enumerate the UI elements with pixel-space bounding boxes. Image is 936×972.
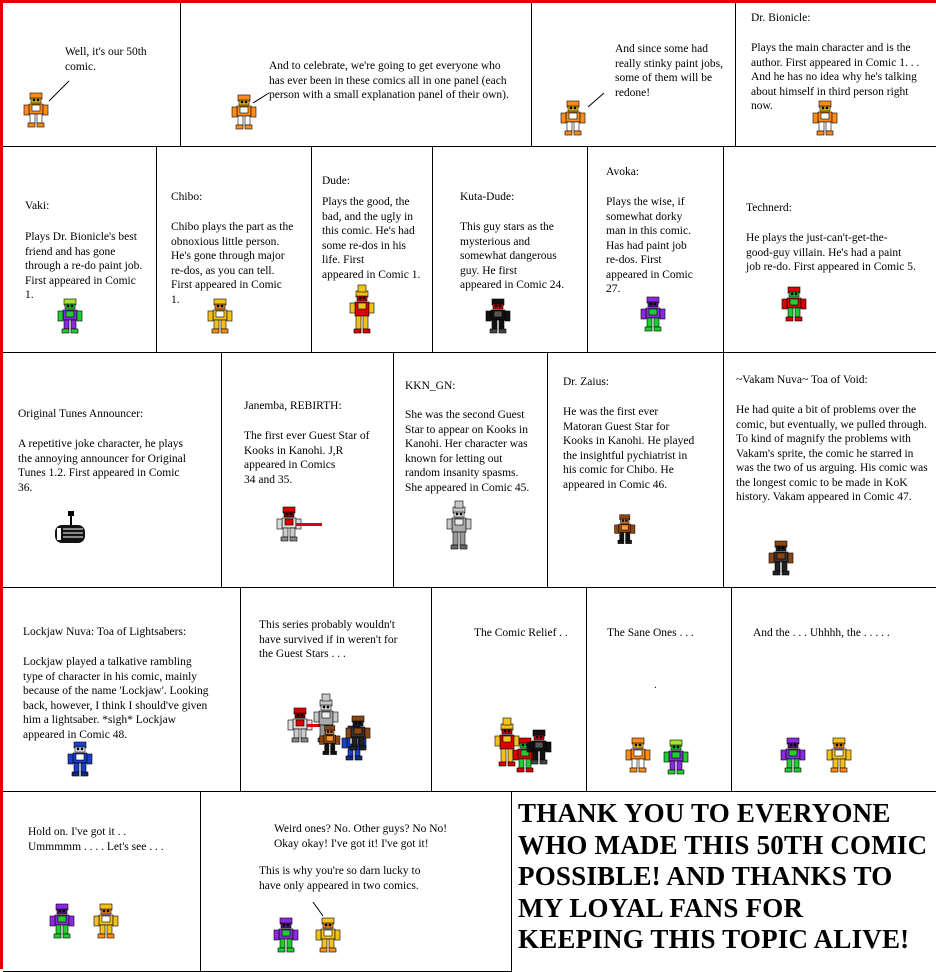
panel-thanks	[512, 792, 936, 972]
chibo-sprite	[824, 736, 854, 776]
character-name: Technerd:	[746, 202, 792, 214]
character-name: Avoka:	[606, 166, 640, 178]
character-bio: He had quite a bit of problems over the comic, but eventually, we pulled through. To kind of magnify the problems with Vakam's sprite, the comic he starred in was the two of us arguing. His comic was the longest comic to be made in KoK history. Vakam appeared in Comic 47.	[736, 404, 928, 503]
character-name: Dude:	[322, 175, 351, 187]
panel-vakam	[724, 353, 936, 588]
character-name: KKN_GN:	[405, 380, 456, 392]
panel-dr-bionicle	[736, 3, 936, 147]
avoka-sprite	[638, 295, 668, 335]
character-bio: She was the second Guest Star to appear on Kooks in Kanohi. Her character was known for letting out random insanity spasms. She appeared in Comic 45.	[405, 409, 530, 494]
character-bio: The first ever Guest Star of Kooks in Kanohi. J,R appeared in Comics 34 and 35.	[244, 430, 370, 486]
panel-vaki	[3, 147, 157, 353]
character-name: Dr. Bionicle:	[751, 12, 811, 24]
character-bio: Lockjaw played a talkative rambling type of character in his comic, mainly because of the name 'Lockjaw'. Looking back, however, I think I should've given him a lightsaber. *sigh* Lockjaw appeared in Comic 48.	[23, 656, 209, 741]
speech-pointer	[201, 792, 512, 972]
tunes-announcer-sprite	[51, 511, 91, 547]
panel-sane-ones	[587, 588, 732, 792]
kuta-dude-sprite	[483, 297, 513, 337]
technerd-sprite	[779, 285, 809, 325]
panel-janemba	[222, 353, 394, 588]
dr-bionicle-sprite	[623, 736, 653, 776]
speech-dot: .	[654, 679, 657, 691]
character-name: Vaki:	[25, 200, 50, 212]
dr-bionicle-sprite	[558, 99, 588, 139]
kkn-gn-sprite	[444, 505, 474, 557]
character-bio: He plays the just-can't-get-the- good-guy villain. He's had a paint job re-do. First appeared in Comic 5.	[746, 232, 916, 273]
character-name: Janemba, REBIRTH:	[244, 400, 342, 412]
character-bio: A repetitive joke character, he plays the annoying announcer for Original Tunes 1.2. First appeared in Comic 36.	[18, 438, 186, 494]
panel-tunes-announcer	[3, 353, 222, 588]
vakam-sprite	[766, 539, 796, 579]
avoka-sprite	[778, 736, 808, 776]
chibo-sprite	[313, 916, 343, 956]
dr-zaius-sprite	[612, 513, 642, 549]
vaki-sprite	[55, 297, 85, 337]
speech-text: This series probably wouldn't have survived if in weren't for the Guest Stars . . .	[259, 619, 398, 660]
panel-lockjaw	[3, 588, 241, 792]
lockjaw-sprite	[65, 740, 95, 780]
panel-chibo	[157, 147, 312, 353]
janemba-sprite	[274, 505, 324, 557]
avoka-sprite	[271, 916, 301, 956]
character-bio: Plays the good, the bad, and the ugly in this comic. He's had some re-dos in his life. First appeared in Comic 1.	[322, 196, 421, 281]
dude-sprite	[347, 289, 377, 337]
character-bio: This guy stars as the mysterious and somewhat dangerous guy. He first appeared in Comic 24.	[460, 221, 565, 291]
dr-bionicle-sprite	[21, 91, 51, 131]
panel-lucky	[201, 792, 512, 972]
speech-text: Hold on. I've got it . . Ummmmm . . . . Let's see . . .	[28, 826, 164, 853]
panel-celebrate	[181, 3, 532, 147]
panel-intro	[3, 3, 181, 147]
speech-text: And since some had really stinky paint jobs, some of them will be redone!	[615, 43, 723, 99]
dr-bionicle-sprite	[229, 93, 259, 133]
speech-text: This is why you're so darn lucky to have only appeared in two comics.	[259, 865, 421, 892]
panel-kkn-gn	[394, 353, 548, 588]
character-name: Original Tunes Announcer:	[18, 408, 144, 420]
panel-kuta-dude	[433, 147, 588, 353]
character-name: Kuta-Dude:	[460, 191, 515, 203]
panel-dude	[312, 147, 433, 353]
character-bio: Chibo plays the part as the obnoxious little person. He's gone through major re-dos, as you can tell. First appeared in Comic 1.	[171, 221, 294, 306]
panel-technerd	[724, 147, 936, 353]
speech-text: Weird ones? No. Other guys? No No! Okay okay! I've got it! I've got it!	[274, 823, 448, 850]
chibo-sprite	[91, 902, 121, 942]
dr-bionicle-sprite	[810, 99, 840, 139]
character-bio: Plays the wise, if somewhat dorky man in this comic. Has had paint job re-dos. First appeared in Comic 27.	[606, 196, 693, 295]
speech-text: And to celebrate, we're going to get everyone who has ever been in these comics all in one panel (each person with a small explanation panel of their own).	[269, 60, 509, 101]
thank-you-message: THANK YOU TO EVERYONE WHO MADE THIS 50TH COMIC POSSIBLE! AND THANKS TO MY LOYAL FANS FOR KEEPING THIS TOPIC ALIVE!	[518, 798, 928, 954]
panel-uhhh	[732, 588, 936, 792]
panel-comic-relief	[432, 588, 587, 792]
character-bio: Plays the main character and is the author. First appeared in Comic 1. . . And he has no idea why he's talking about himself in third person right now.	[751, 42, 920, 112]
panel-redone	[532, 3, 736, 147]
speech-text: And the . . . Uhhhh, the . . . . .	[753, 627, 890, 639]
character-name: Chibo:	[171, 191, 203, 203]
chibo-sprite	[205, 297, 235, 337]
vakam-sprite	[343, 714, 373, 754]
speech-text: The Sane Ones . . .	[607, 627, 694, 639]
panel-hold-on	[3, 792, 201, 972]
kuta-dude-sprite	[524, 728, 554, 768]
character-bio: Plays Dr. Bionicle's best friend and has gone through a re-do paint job. First appeared in Comic 1.	[25, 231, 143, 301]
speech-text: Well, it's our 50th comic.	[65, 46, 147, 73]
vaki-sprite	[661, 738, 691, 778]
character-name: Dr. Zaius:	[563, 376, 609, 388]
character-bio: He was the first ever Matoran Guest Star for Kooks in Kanohi. He played the insightful pychiatrist in his comic for Chibo. He appeared in Comic 46.	[563, 406, 695, 491]
character-name: ~Vakam Nuva~ Toa of Void:	[736, 374, 868, 386]
panel-avoka	[588, 147, 724, 353]
panel-dr-zaius	[548, 353, 724, 588]
speech-text: The Comic Relief . .	[474, 627, 568, 639]
avoka-sprite	[47, 902, 77, 942]
character-name: Lockjaw Nuva: Toa of Lightsabers:	[23, 626, 187, 638]
panel-guest-stars	[241, 588, 432, 792]
